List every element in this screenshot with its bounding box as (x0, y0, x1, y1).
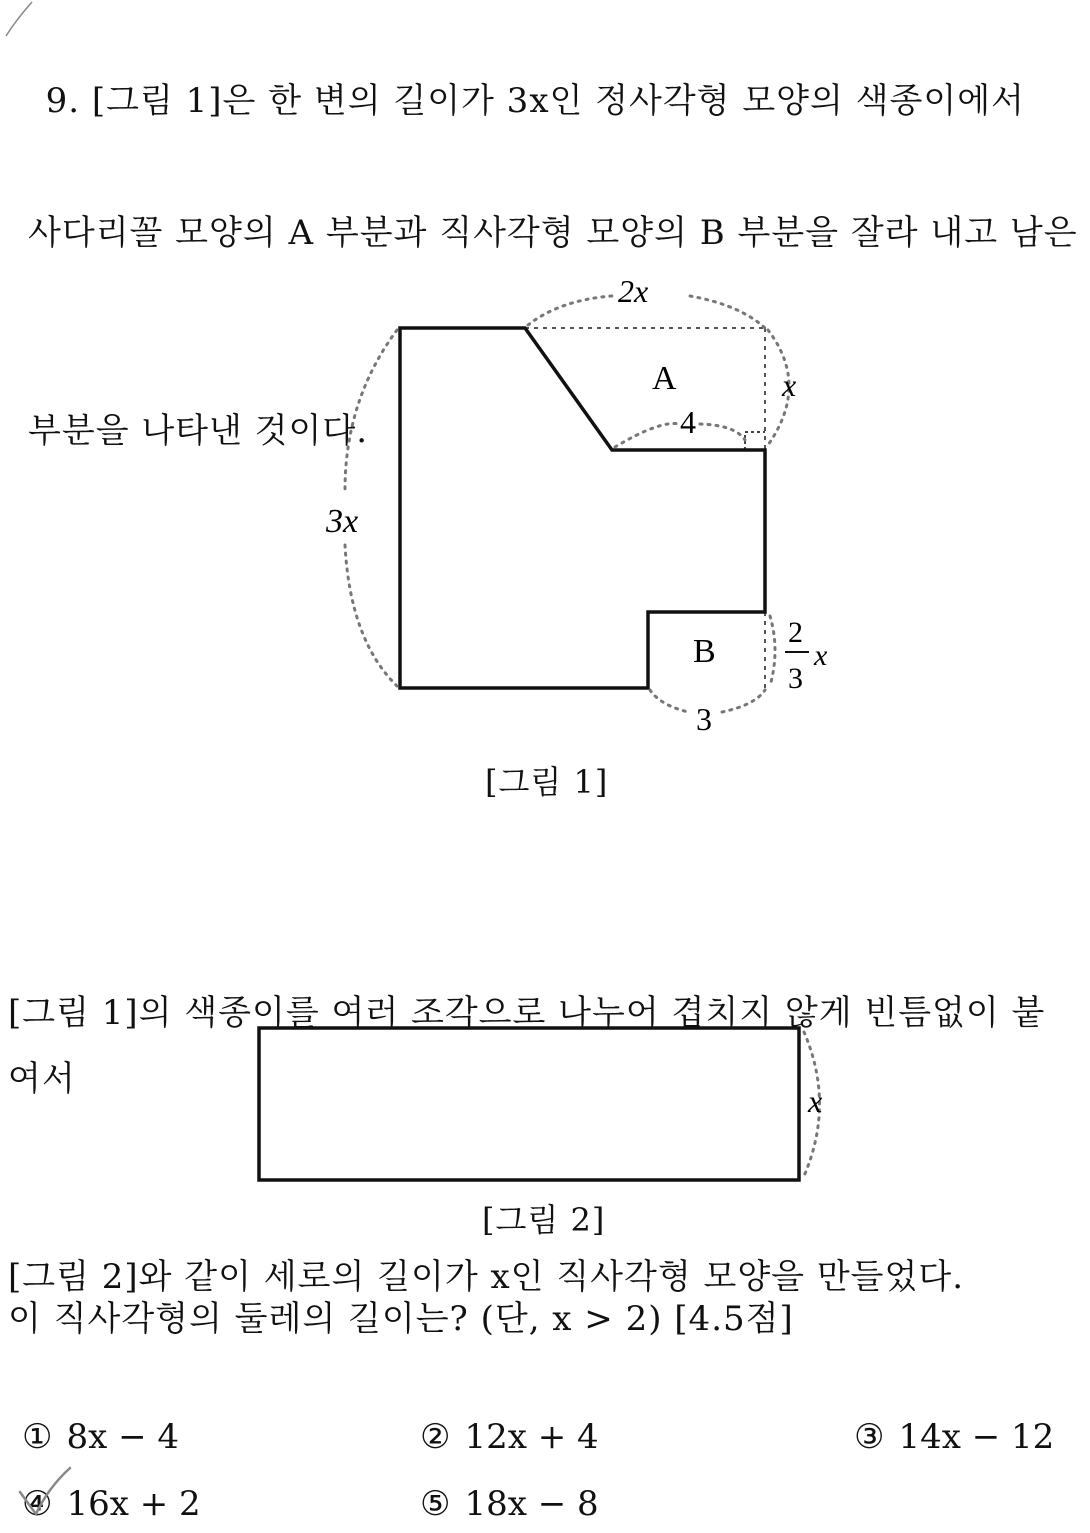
question-line-2: 사다리꼴 모양의 A 부분과 직사각형 모양의 B 부분을 잘라 내고 남은 (28, 213, 1078, 253)
figure-1 (0, 0, 1090, 760)
check-mark-icon (14, 1462, 74, 1522)
label-frac-numerator: 2 (788, 616, 803, 649)
label-region-b: B (693, 633, 716, 670)
middle-line-1: [그림 1]의 색종이를 여러 조각으로 나누어 겹치지 않게 빈틈없이 붙여서 (8, 993, 1046, 1099)
label-top-2x: 2x (618, 273, 649, 309)
choice-2-mark: ② (420, 1417, 451, 1457)
label-inner-4: 4 (680, 404, 696, 440)
choice-4-text: 16x + 2 (66, 1484, 201, 1524)
question-prompt: 이 직사각형의 둘레의 길이는? (단, x > 2) [4.5점] (8, 1299, 794, 1339)
label-frac-denominator: 3 (788, 662, 803, 695)
question-line-3: 부분을 나타낸 것이다. (28, 411, 369, 451)
label-side-x: x (808, 1083, 823, 1119)
label-left-3x: 3x (326, 503, 359, 540)
figure-2-caption: [그림 2] (482, 1201, 606, 1239)
choice-5-mark: ⑤ (420, 1484, 451, 1524)
question-line-1: 9. [그림 1]은 한 변의 길이가 3x인 정사각형 모양의 색종이에서 (46, 81, 1025, 121)
choice-3-mark: ③ (854, 1417, 885, 1457)
choice-1[interactable] (22, 1417, 179, 1457)
dimension-arcs (345, 296, 789, 712)
choice-1-mark: ① (22, 1417, 53, 1457)
question-number: 9. (45, 81, 81, 121)
figure-2 (0, 1010, 1090, 1210)
pen-stroke-icon (2, 0, 42, 40)
choice-3-text: 14x − 12 (898, 1417, 1055, 1457)
right-angle-mark (745, 432, 765, 450)
middle-line-2: [그림 2]와 같이 세로의 길이가 x인 직사각형 모양을 만들었다. (8, 1257, 965, 1297)
label-frac-variable: x (814, 639, 828, 672)
result-rectangle (259, 1028, 799, 1180)
figure-1-caption: [그림 1] (485, 763, 609, 801)
label-right-x: x (782, 367, 797, 403)
label-region-a: A (652, 360, 677, 397)
label-bottom-3: 3 (696, 701, 712, 737)
choice-5-text: 18x − 8 (464, 1484, 599, 1524)
choice-1-text: 8x − 4 (66, 1417, 180, 1457)
choice-2[interactable] (420, 1417, 599, 1457)
choice-4-mark: ④ (22, 1484, 53, 1524)
choice-3[interactable] (854, 1417, 1054, 1457)
choice-2-text: 12x + 4 (464, 1417, 599, 1457)
choice-5[interactable] (420, 1484, 599, 1524)
